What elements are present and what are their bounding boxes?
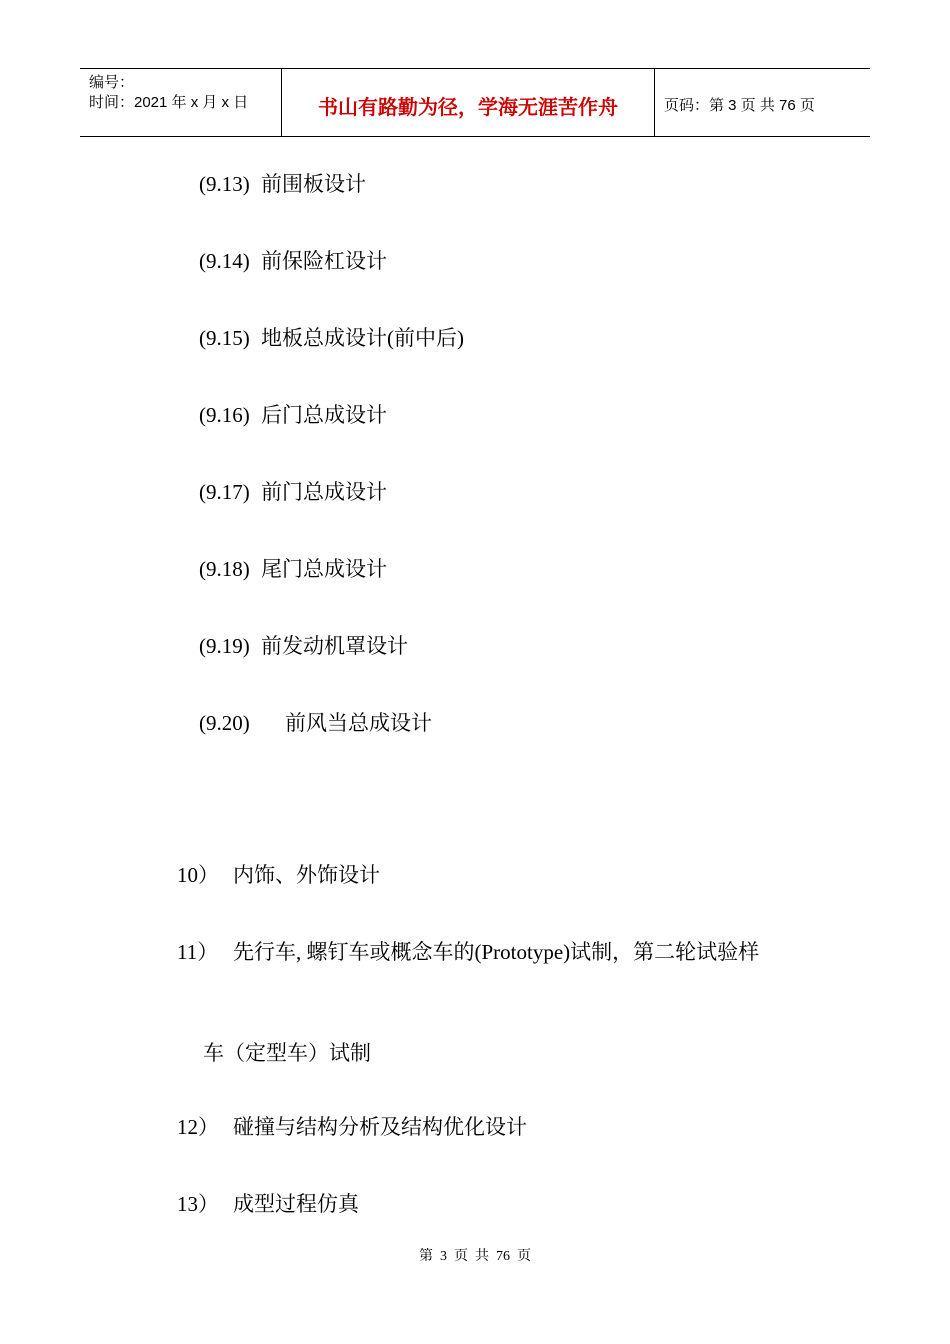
section-item — [177, 1114, 527, 1140]
section-text: 内饰、外饰设计 — [233, 863, 380, 887]
item-number: (9.20) — [199, 711, 250, 735]
list-item — [199, 171, 366, 197]
item-text: 前门总成设计 — [261, 480, 387, 504]
header-meta-cell — [80, 69, 282, 136]
page-header — [80, 68, 870, 137]
item-text: 前保险杠设计 — [261, 249, 387, 273]
item-text: 前发动机罩设计 — [261, 634, 408, 658]
header-motto-cell — [282, 69, 655, 136]
item-text: 前风当总成设计 — [285, 711, 432, 735]
section-continuation — [203, 1040, 371, 1066]
list-item — [199, 402, 387, 428]
document-time-label: 时间：2021 年 x 月 x 日 — [89, 94, 249, 111]
list-item — [199, 325, 464, 351]
item-number: (9.15) — [199, 326, 250, 350]
item-text: 前围板设计 — [261, 172, 366, 196]
list-item — [199, 710, 432, 736]
section-number: 13） — [177, 1192, 219, 1216]
section-number: 10） — [177, 863, 219, 887]
section-text: 先行车, 螺钉车或概念车的(Prototype)试制，第二轮试验样 — [233, 940, 760, 964]
document-code-label: 编号： — [89, 74, 135, 91]
section-text: 成型过程仿真 — [233, 1192, 359, 1216]
list-item — [199, 556, 387, 582]
section-text: 车（定型车）试制 — [203, 1041, 371, 1065]
section-item — [177, 939, 759, 965]
section-text: 碰撞与结构分析及结构优化设计 — [233, 1115, 527, 1139]
item-number: (9.17) — [199, 480, 250, 504]
list-item — [199, 248, 387, 274]
section-number: 12） — [177, 1115, 219, 1139]
item-number: (9.16) — [199, 403, 250, 427]
list-item — [199, 633, 408, 659]
item-text: 尾门总成设计 — [261, 557, 387, 581]
header-motto: 书山有路勤为径，学海无涯苦作舟 — [318, 97, 618, 119]
section-item — [177, 1191, 359, 1217]
section-item — [177, 862, 380, 888]
list-item — [199, 479, 387, 505]
item-number: (9.18) — [199, 557, 250, 581]
header-page-info: 页码：第 3 页 共 76 页 — [664, 97, 815, 114]
item-number: (9.13) — [199, 172, 250, 196]
item-text: 地板总成设计(前中后) — [261, 326, 464, 350]
item-number: (9.19) — [199, 634, 250, 658]
item-number: (9.14) — [199, 249, 250, 273]
page-footer: 第 3 页 共 76 页 — [419, 1249, 531, 1264]
section-number: 11） — [177, 940, 219, 964]
header-page-cell — [655, 69, 870, 136]
item-text: 后门总成设计 — [261, 403, 387, 427]
